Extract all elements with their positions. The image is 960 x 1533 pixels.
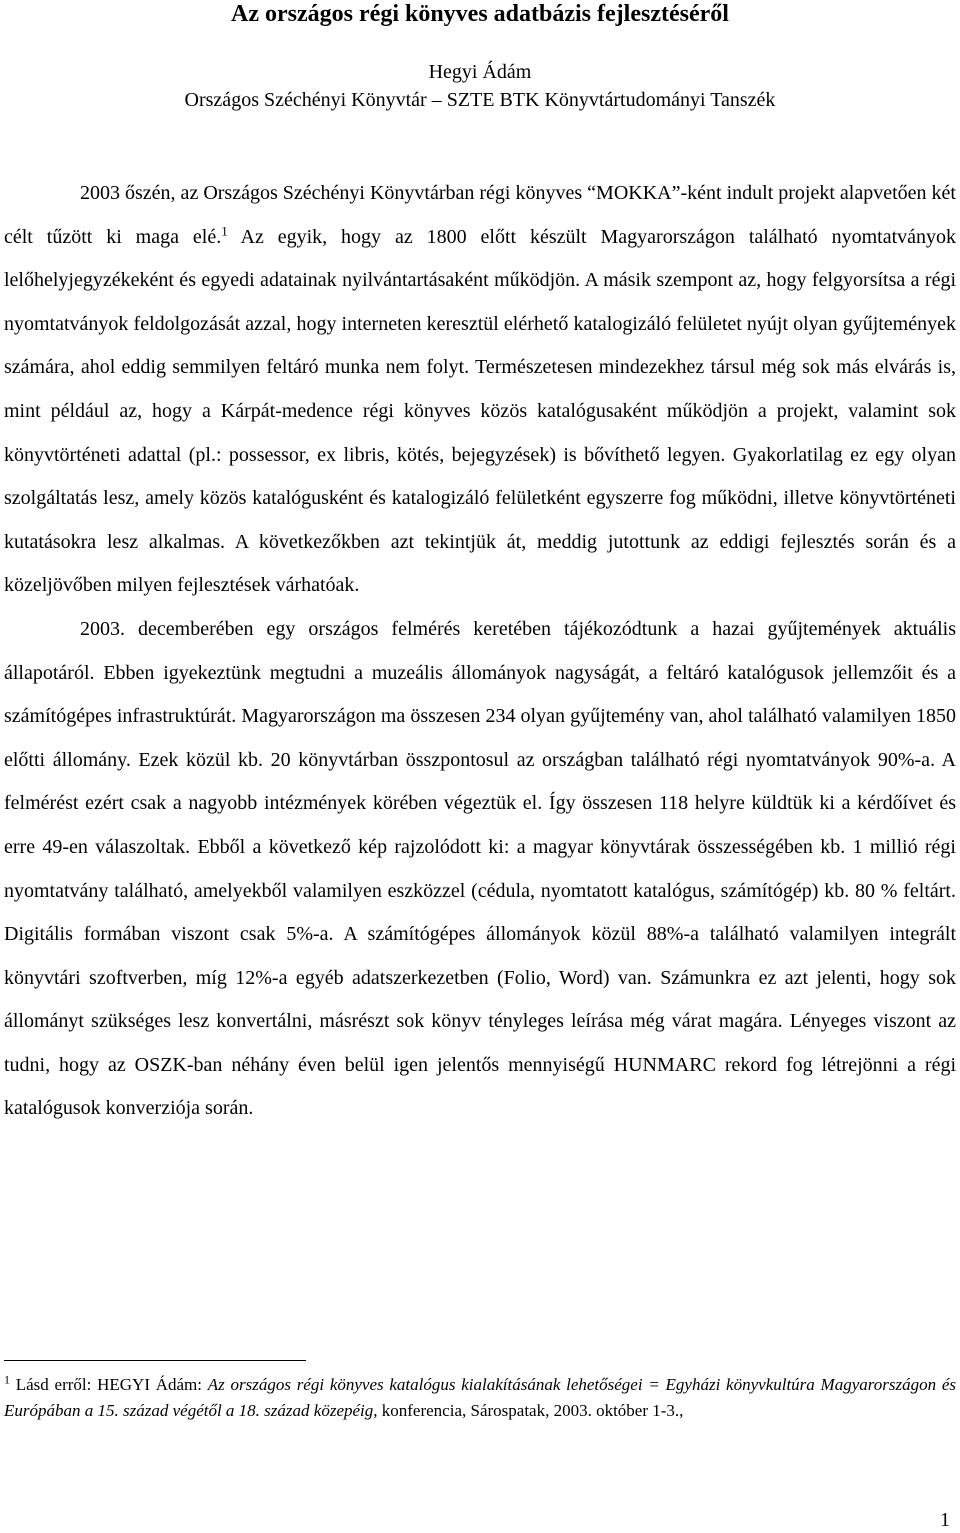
footnote-lead: Lásd erről: HEGYI Ádám:	[10, 1375, 208, 1394]
paper-title: Az országos régi könyves adatbázis fejlesztéséről	[231, 1, 729, 27]
paragraph-1-text-after: Az egyik, hogy az 1800 előtt készült Magyarországon található nyomtatványok lelőhelyjegyzékeként és egyedi adatainak nyilvántartásaként működjön. A másik szempont az, hogy felgyorsítsa a régi nyomtatványok feldolgozását azzal, hogy interneten keresztül elérhető katalogizáló felületet nyújt olyan gyűjtemények számára, ahol eddig semmilyen feltáró munka nem folyt. Természetesen mindezekhez társul még sok más elvárás is, mint például az, hogy a Kárpát-medence régi könyves közös katalógusaként működjön a projekt, valamint sok könyvtörténeti adattal (pl.: possessor, ex libris, kötés, bejegyzések) is bővíthető legyen. Gyakorlatilag ez egy olyan szolgáltatás lesz, amely közös katalógusként és katalogizáló felületként egyszerre fog működni, illetve könyvtörténeti kutatásokra lesz alkalmas. A következőkben azt tekintjük át, meddig jutottunk az eddigi fejlesztés során és a közeljövőben milyen fejlesztések várhatóak.	[4, 225, 956, 597]
footnote	[4, 1372, 956, 1424]
paragraph-2: 2003. decemberében egy országos felmérés keretében tájékozódtunk a hazai gyűjtemények aktuális állapotáról. Ebben igyekeztünk megtudni a muzeális állományok nagyságát, a feltáró katalógusok jellemzőit és a számítógépes infrastruktúrát. Magyarországon ma összesen 234 olyan gyűjtemény van, ahol található valamilyen 1850 előtti állomány. Ezek közül kb. 20 könyvtárban összpontosul az országban található régi nyomtatványok 90%-a. A felmérést ezért csak a nagyobb intézmények körében végeztük el. Így összesen 118 helyre küldtük ki a kérdőívet és erre 49-en válaszoltak. Ebből a következő kép rajzolódott ki: a magyar könyvtárak összességében kb. 1 millió régi nyomtatvány található, amelyekből valamilyen eszközzel (cédula, nyomtatott katalógus, számítógép) kb. 80 % feltárt. Digitális formában viszont csak 5%-a. A számítógépes állományok közül 88%-a található valamilyen integrált könyvtári szoftverben, míg 12%-a egyéb adatszerkezetben (Folio, Word) van. Számunkra ez azt jelenti, hogy sok állományt szükséges lesz konvertálni, másrészt sok könyv tényleges leírása még várat magára. Lényeges viszont az tudni, hogy az OSZK-ban néhány éven belül igen jelentős mennyiségű HUNMARC rekord fog létrejönni a régi katalógusok konverziója során.	[4, 617, 956, 1120]
footnote-marker: 1	[4, 1372, 10, 1387]
body-text	[4, 172, 956, 1131]
footnote-italic-title: Az országos régi könyves katalógus kialakításának lehetőségei = Egyházi könyvkultúra Magyarországon és Európában a 15. század végétől a 18. század közepéig,	[4, 1375, 956, 1420]
author-name: Hegyi Ádám	[428, 61, 532, 83]
page-number: 1	[940, 1509, 950, 1531]
paragraph-1-text-before: 2003 őszén, az Országos Széchényi Könyvtárban régi könyves “MOKKA”-ként indult projekt alapvetően két célt tűzött ki maga elé.	[4, 182, 956, 248]
footnote-tail: konferencia, Sárospatak, 2003. október 1-3.,	[377, 1401, 684, 1420]
author-affiliation: Országos Széchényi Könyvtár – SZTE BTK Könyvtártudományi Tanszék	[184, 89, 776, 111]
footnote-separator	[4, 1360, 306, 1361]
footnote-reference[interactable]: 1	[221, 222, 228, 238]
paragraph-1	[4, 172, 956, 608]
